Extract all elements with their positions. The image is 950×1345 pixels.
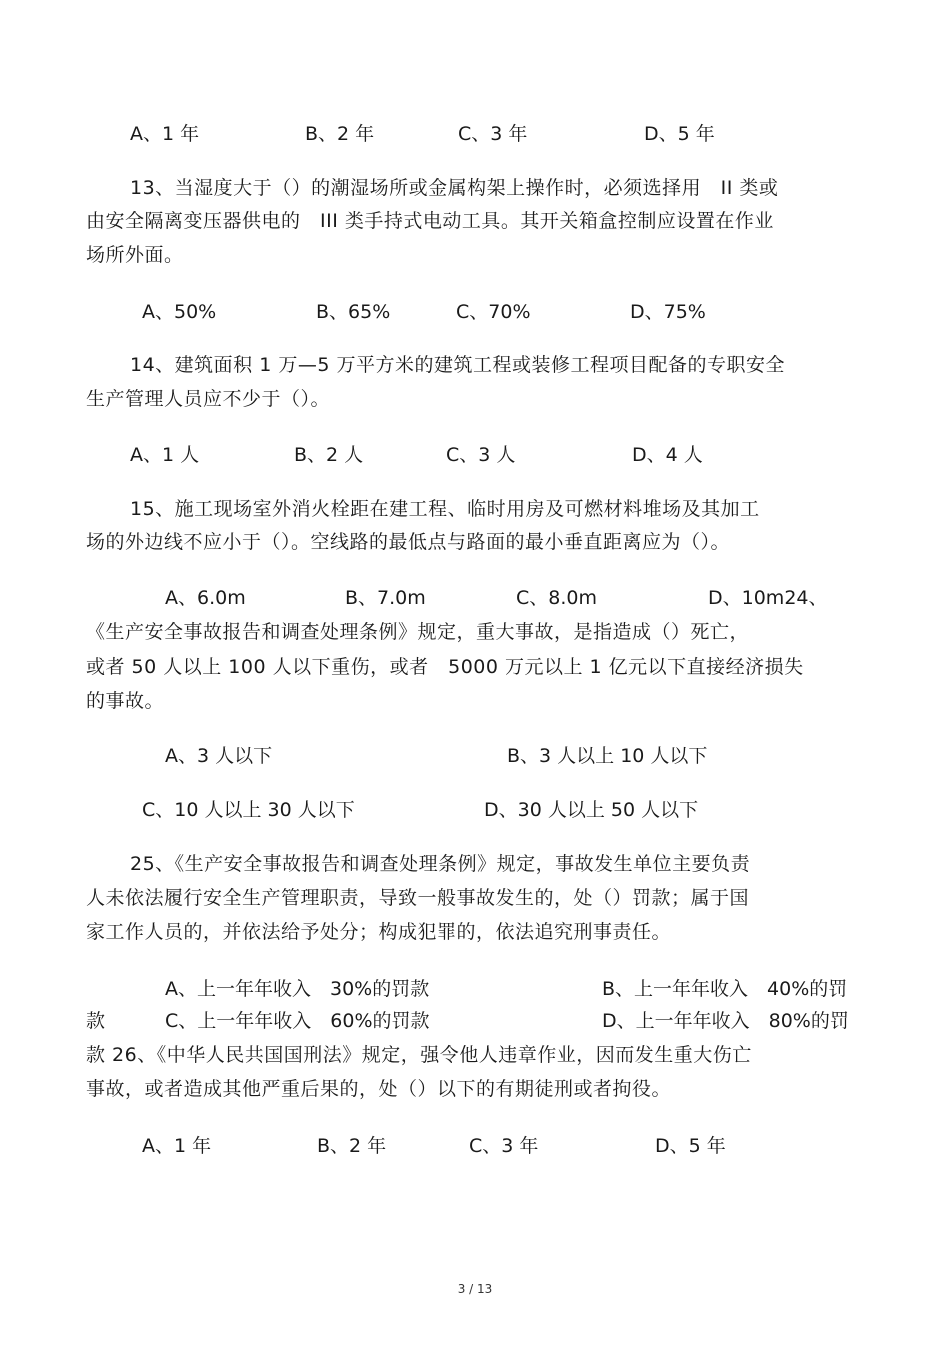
q26-option-a: A、1 年 bbox=[142, 1135, 212, 1157]
q25-line-2: 人未依法履行安全生产管理职责，导致一般事故发生的，处（）罚款；属于国 bbox=[86, 887, 750, 909]
q12-option-b: B、2 年 bbox=[305, 123, 375, 145]
q13-line-2: 由安全隔离变压器供电的 III 类手持式电动工具。其开关箱盒控制应设置在作业 bbox=[86, 210, 774, 232]
q24-line-2: 或者 50 人以上 100 人以下重伤，或者 5000 万元以上 1 亿元以下直接经济损失 bbox=[86, 656, 804, 678]
q25-line-1: 25、《生产安全事故报告和调查处理条例》规定，事故发生单位主要负责 bbox=[130, 853, 751, 875]
q24-option-c: C、10 人以上 30 人以下 bbox=[142, 799, 355, 821]
q15-line-1: 15、施工现场室外消火栓距在建工程、临时用房及可燃材料堆场及其加工 bbox=[130, 498, 760, 520]
q25-option-c: C、上一年年收入 60%的罚款 bbox=[165, 1010, 430, 1032]
q15-option-a: A、6.0m bbox=[165, 587, 246, 609]
q15-line-2: 场的外边线不应小于（）。空线路的最低点与路面的最小垂直距离应为（）。 bbox=[86, 531, 731, 553]
q12-option-d: D、5 年 bbox=[644, 123, 715, 145]
q24-option-b: B、3 人以上 10 人以下 bbox=[507, 745, 708, 767]
q24-line-1: 《生产安全事故报告和调查处理条例》规定，重大事故，是指造成（）死亡， bbox=[86, 621, 750, 643]
q13-option-a: A、50% bbox=[142, 301, 217, 323]
q25-option-b-wrap: 款 bbox=[86, 1010, 106, 1032]
q13-line-3: 场所外面。 bbox=[86, 244, 184, 266]
q26-option-b: B、2 年 bbox=[317, 1135, 387, 1157]
q24-option-a: A、3 人以下 bbox=[165, 745, 273, 767]
q25-option-b: B、上一年年收入 40%的罚 bbox=[602, 978, 848, 1000]
q26-line-1: 款 26、《中华人民共国国刑法》规定，强令他人违章作业，因而发生重大伤亡 bbox=[86, 1044, 752, 1066]
page-number: 3 / 13 bbox=[457, 1282, 493, 1296]
q14-option-c: C、3 人 bbox=[446, 444, 516, 466]
q25-option-a: A、上一年年收入 30%的罚款 bbox=[165, 978, 430, 1000]
q12-option-a: A、1 年 bbox=[130, 123, 200, 145]
q13-option-c: C、70% bbox=[456, 301, 531, 323]
q12-option-c: C、3 年 bbox=[458, 123, 528, 145]
q14-line-2: 生产管理人员应不少于（）。 bbox=[86, 388, 331, 410]
q15-option-b: B、7.0m bbox=[345, 587, 426, 609]
q14-option-a: A、1 人 bbox=[130, 444, 200, 466]
q24-option-d: D、30 人以上 50 人以下 bbox=[484, 799, 699, 821]
q13-line-1: 13、当湿度大于（）的潮湿场所或金属构架上操作时，必须选择用 II 类或 bbox=[130, 177, 779, 199]
q14-line-1: 14、建筑面积 1 万—5 万平方米的建筑工程或装修工程项目配备的专职安全 bbox=[130, 354, 785, 376]
q25-line-3: 家工作人员的，并依法给予处分；构成犯罪的，依法追究刑事责任。 bbox=[86, 921, 672, 943]
q13-option-d: D、75% bbox=[630, 301, 706, 323]
q15-option-c: C、8.0m bbox=[516, 587, 597, 609]
q14-option-d: D、4 人 bbox=[632, 444, 703, 466]
q13-option-b: B、65% bbox=[316, 301, 391, 323]
q25-option-d: D、上一年年收入 80%的罚 bbox=[602, 1010, 849, 1032]
q24-line-3: 的事故。 bbox=[86, 690, 165, 712]
q26-line-2: 事故，或者造成其他严重后果的，处（）以下的有期徒刑或者拘役。 bbox=[86, 1078, 672, 1100]
q14-option-b: B、2 人 bbox=[294, 444, 364, 466]
q15-option-d: D、10m24、 bbox=[708, 587, 828, 609]
q26-option-d: D、5 年 bbox=[655, 1135, 726, 1157]
q26-option-c: C、3 年 bbox=[469, 1135, 539, 1157]
